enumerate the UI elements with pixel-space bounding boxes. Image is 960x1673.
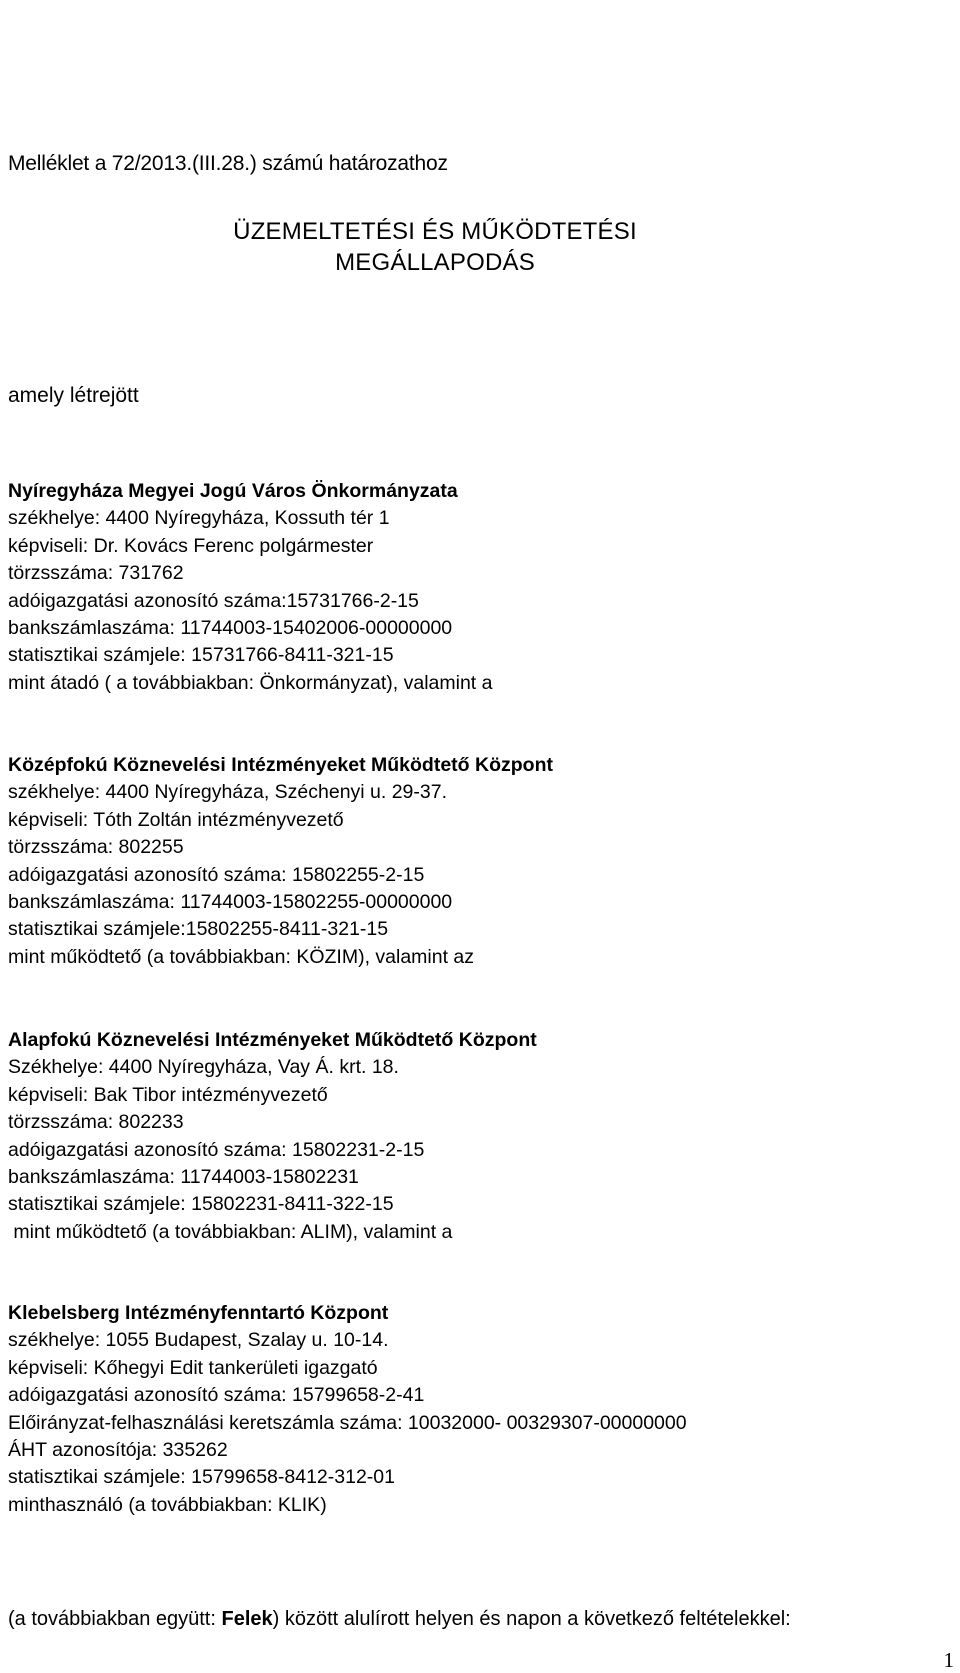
party-line: mint átadó ( a továbbiakban: Önkormányzat), valamint a	[8, 671, 493, 694]
party-line: székhelye: 4400 Nyíregyháza, Széchenyi u. 29-37.	[8, 781, 448, 804]
annex-reference: Melléklet a 72/2013.(III.28.) számú határozathoz	[8, 152, 448, 175]
party-line: törzsszáma: 731762	[8, 562, 184, 585]
party-name: Alapfokú Köznevelési Intézményeket Működtető Központ	[8, 1029, 537, 1051]
party-klik	[8, 1300, 687, 1519]
party-line: képviseli: Kőhegyi Edit tankerületi igazgató	[8, 1356, 378, 1379]
page-number: 1	[943, 1648, 954, 1672]
party-line: bankszámlaszáma: 11744003-15802231	[8, 1166, 359, 1189]
party-line: Székhelye: 4400 Nyíregyháza, Vay Á. krt. 18.	[8, 1056, 399, 1079]
document-title	[0, 216, 960, 278]
party-line: adóigazgatási azonosító száma: 15799658-2-41	[8, 1384, 425, 1407]
party-line: statisztikai számjele: 15731766-8411-321-15	[8, 644, 394, 667]
party-name: Nyíregyháza Megyei Jogú Város Önkormányzata	[8, 480, 458, 502]
party-line: bankszámlaszáma: 11744003-15402006-00000000	[8, 617, 453, 640]
closing-bold-term: Felek	[221, 1608, 273, 1630]
party-line: adóigazgatási azonosító száma:15731766-2-15	[8, 589, 419, 612]
closing-sentence	[8, 1608, 791, 1631]
party-line: Előirányzat-felhasználási keretszámla száma: 10032000- 00329307-00000000	[8, 1411, 687, 1434]
party-line: adóigazgatási azonosító száma: 15802255-2-15	[8, 863, 425, 886]
party-line: minthasználó (a továbbiakban: KLIK)	[8, 1493, 327, 1516]
closing-after: ) között alulírott helyen és napon a következő feltételekkel:	[272, 1608, 791, 1630]
party-line: székhelye: 1055 Budapest, Szalay u. 10-14.	[8, 1329, 389, 1352]
party-line: ÁHT azonosítója: 335262	[8, 1439, 228, 1462]
party-line: képviseli: Tóth Zoltán intézményvezető	[8, 808, 344, 831]
closing-before: (a továbbiakban együtt:	[8, 1608, 222, 1630]
intro-text: amely létrejött	[8, 384, 139, 407]
party-line: képviseli: Bak Tibor intézményvezető	[8, 1083, 328, 1106]
party-line: képviseli: Dr. Kovács Ferenc polgármester	[8, 534, 374, 557]
party-line: székhelye: 4400 Nyíregyháza, Kossuth tér 1	[8, 507, 390, 530]
party-alim	[8, 1027, 537, 1246]
party-line: mint működtető (a továbbiakban: ALIM), valamint a	[8, 1220, 453, 1243]
party-line: statisztikai számjele: 15799658-8412-312-01	[8, 1466, 395, 1489]
party-kozim	[8, 752, 553, 971]
party-line: adóigazgatási azonosító száma: 15802231-2-15	[8, 1138, 425, 1161]
party-onkormanyzat	[8, 478, 493, 697]
party-name: Középfokú Köznevelési Intézményeket Működtető Központ	[8, 754, 553, 776]
title-line-2: MEGÁLLAPODÁS	[335, 249, 535, 276]
party-line: statisztikai számjele:15802255-8411-321-15	[8, 918, 389, 941]
party-line: statisztikai számjele: 15802231-8411-322-15	[8, 1193, 394, 1216]
party-line: mint működtető (a továbbiakban: KÖZIM), valamint az	[8, 945, 475, 968]
party-line: törzsszáma: 802233	[8, 1111, 184, 1134]
party-line: bankszámlaszáma: 11744003-15802255-00000000	[8, 891, 453, 914]
party-line: törzsszáma: 802255	[8, 836, 184, 859]
title-line-1: ÜZEMELTETÉSI ÉS MŰKÖDTETÉSI	[233, 218, 637, 245]
party-name: Klebelsberg Intézményfenntartó Központ	[8, 1302, 389, 1324]
